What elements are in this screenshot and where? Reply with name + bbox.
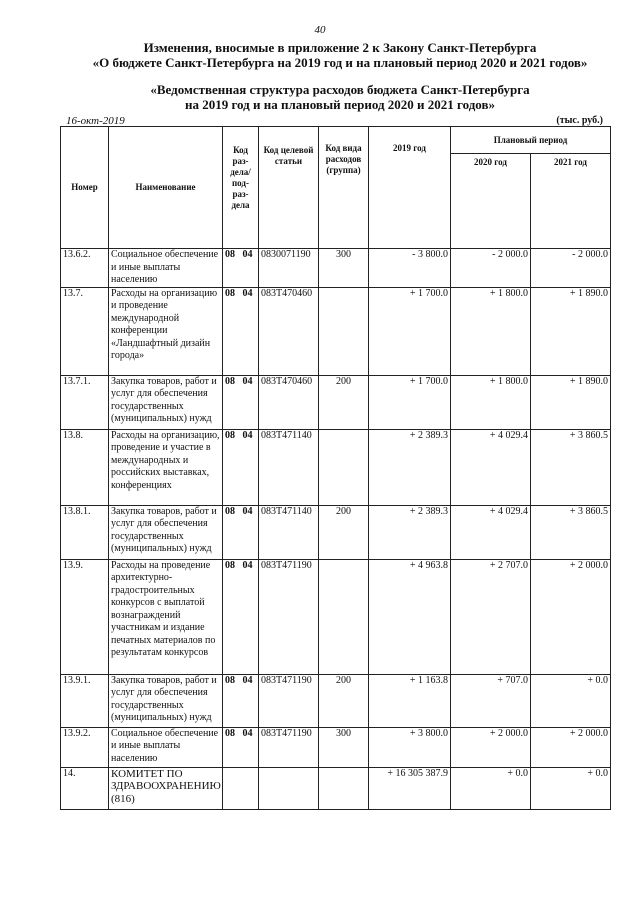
- row-num: 13.8.1.: [61, 505, 109, 559]
- table-row: [61, 674, 611, 727]
- row-name: Расходы на проведение архитектурно-градостроительных конкурсов с выплатой вознаграждений участникам и издание печатных материалов по результатам конкурсов: [109, 559, 223, 674]
- row-num: 13.8.: [61, 429, 109, 505]
- appendix-title: [40, 82, 640, 112]
- row-vid: [319, 287, 369, 375]
- row-name: Закупка товаров, работ и услуг для обеспечения государственных (муниципальных) нужд: [109, 375, 223, 429]
- row-target: 083Т471140: [259, 429, 319, 505]
- row-rz: [223, 767, 259, 809]
- col-header-planned: Плановый период: [451, 127, 611, 154]
- row-name: Социальное обеспечение и иные выплаты населению: [109, 249, 223, 288]
- col-header-2019: 2019 год: [369, 127, 451, 249]
- row-2020: + 1 800.0: [451, 287, 531, 375]
- row-2021: + 1 890.0: [531, 287, 611, 375]
- row-2019: + 4 963.8: [369, 559, 451, 674]
- row-target: 083Т470460: [259, 287, 319, 375]
- row-rz: 08 04: [223, 429, 259, 505]
- col-header-vid: Код вида расходов (группа): [319, 127, 369, 249]
- row-2021: + 3 860.5: [531, 429, 611, 505]
- page-number: 40: [314, 24, 326, 36]
- row-num: 13.7.1.: [61, 375, 109, 429]
- row-vid: 300: [319, 727, 369, 767]
- row-num: 13.9.: [61, 559, 109, 674]
- row-vid: 300: [319, 249, 369, 288]
- row-vid: [319, 767, 369, 809]
- row-vid: 200: [319, 674, 369, 727]
- row-2020: + 2 707.0: [451, 559, 531, 674]
- row-2020: - 2 000.0: [451, 249, 531, 288]
- units-label: (тыс. руб.): [556, 115, 603, 126]
- col-header-2020: 2020 год: [451, 154, 531, 249]
- row-2019: + 3 800.0: [369, 727, 451, 767]
- row-2019: - 3 800.0: [369, 249, 451, 288]
- col-header-rz: Код раз-дела/ под-раз-дела: [223, 127, 259, 249]
- row-2021: + 2 000.0: [531, 727, 611, 767]
- table-row: [61, 727, 611, 767]
- col-header-name: Наименование: [109, 127, 223, 249]
- row-num: 14.: [61, 767, 109, 809]
- row-rz: 08 04: [223, 674, 259, 727]
- table-row: [61, 559, 611, 674]
- row-vid: 200: [319, 505, 369, 559]
- table-row: [61, 249, 611, 288]
- row-vid: [319, 429, 369, 505]
- row-name: Расходы на организацию, проведение и участие в международных и российских выставках, конференциях: [109, 429, 223, 505]
- row-name: Расходы на организацию и проведение международной конференции «Ландшафтный дизайн города»: [109, 287, 223, 375]
- row-2021: + 0.0: [531, 767, 611, 809]
- row-rz: 08 04: [223, 249, 259, 288]
- row-target: 083Т471190: [259, 727, 319, 767]
- title-line-1: Изменения, вносимые в приложение 2 к Закону Санкт-Петербурга: [143, 40, 537, 55]
- row-num: 13.9.1.: [61, 674, 109, 727]
- title-line-4: на 2019 год и на плановый период 2020 и 2021 годов»: [184, 97, 495, 112]
- title-line-2: «О бюджете Санкт-Петербурга на 2019 год и на плановый период 2020 и 2021 годов»: [92, 55, 588, 70]
- row-2020: + 4 029.4: [451, 505, 531, 559]
- table-row: [61, 505, 611, 559]
- row-2019: + 1 700.0: [369, 287, 451, 375]
- row-2021: + 3 860.5: [531, 505, 611, 559]
- row-2020: + 4 029.4: [451, 429, 531, 505]
- row-rz: 08 04: [223, 375, 259, 429]
- row-2020: + 0.0: [451, 767, 531, 809]
- row-target: [259, 767, 319, 809]
- row-vid: [319, 559, 369, 674]
- row-num: 13.6.2.: [61, 249, 109, 288]
- row-num: 13.7.: [61, 287, 109, 375]
- table-row: [61, 287, 611, 375]
- row-target: 083Т470460: [259, 375, 319, 429]
- document-title: [40, 40, 640, 70]
- row-rz: 08 04: [223, 727, 259, 767]
- row-name: Закупка товаров, работ и услуг для обеспечения государственных (муниципальных) нужд: [109, 505, 223, 559]
- row-target: 083Т471190: [259, 559, 319, 674]
- row-rz: 08 04: [223, 559, 259, 674]
- table-row: [61, 429, 611, 505]
- row-name: Социальное обеспечение и иные выплаты населению: [109, 727, 223, 767]
- row-2020: + 1 800.0: [451, 375, 531, 429]
- row-2020: + 2 000.0: [451, 727, 531, 767]
- col-header-target: Код целевой статьи: [259, 127, 319, 249]
- row-rz: 08 04: [223, 287, 259, 375]
- row-2019: + 1 163.8: [369, 674, 451, 727]
- row-2019: + 2 389.3: [369, 505, 451, 559]
- col-header-num: Номер: [61, 127, 109, 249]
- row-num: 13.9.2.: [61, 727, 109, 767]
- row-2019: + 2 389.3: [369, 429, 451, 505]
- row-2021: + 1 890.0: [531, 375, 611, 429]
- row-2021: + 0.0: [531, 674, 611, 727]
- row-2019: + 1 700.0: [369, 375, 451, 429]
- title-line-3: «Ведомственная структура расходов бюджета Санкт-Петербурга: [150, 82, 530, 97]
- row-2021: - 2 000.0: [531, 249, 611, 288]
- row-name: КОМИТЕТ ПО ЗДРАВООХРАНЕНИЮ (816): [109, 767, 223, 809]
- row-2019: + 16 305 387.9: [369, 767, 451, 809]
- row-target: 0830071190: [259, 249, 319, 288]
- row-vid: 200: [319, 375, 369, 429]
- budget-table: [60, 126, 611, 810]
- row-target: 083Т471140: [259, 505, 319, 559]
- col-header-2021: 2021 год: [531, 154, 611, 249]
- row-2021: + 2 000.0: [531, 559, 611, 674]
- row-2020: + 707.0: [451, 674, 531, 727]
- row-rz: 08 04: [223, 505, 259, 559]
- row-target: 083Т471190: [259, 674, 319, 727]
- table-row: [61, 767, 611, 809]
- row-name: Закупка товаров, работ и услуг для обеспечения государственных (муниципальных) нужд: [109, 674, 223, 727]
- document-date: 16-окт-2019: [66, 115, 125, 127]
- table-row: [61, 375, 611, 429]
